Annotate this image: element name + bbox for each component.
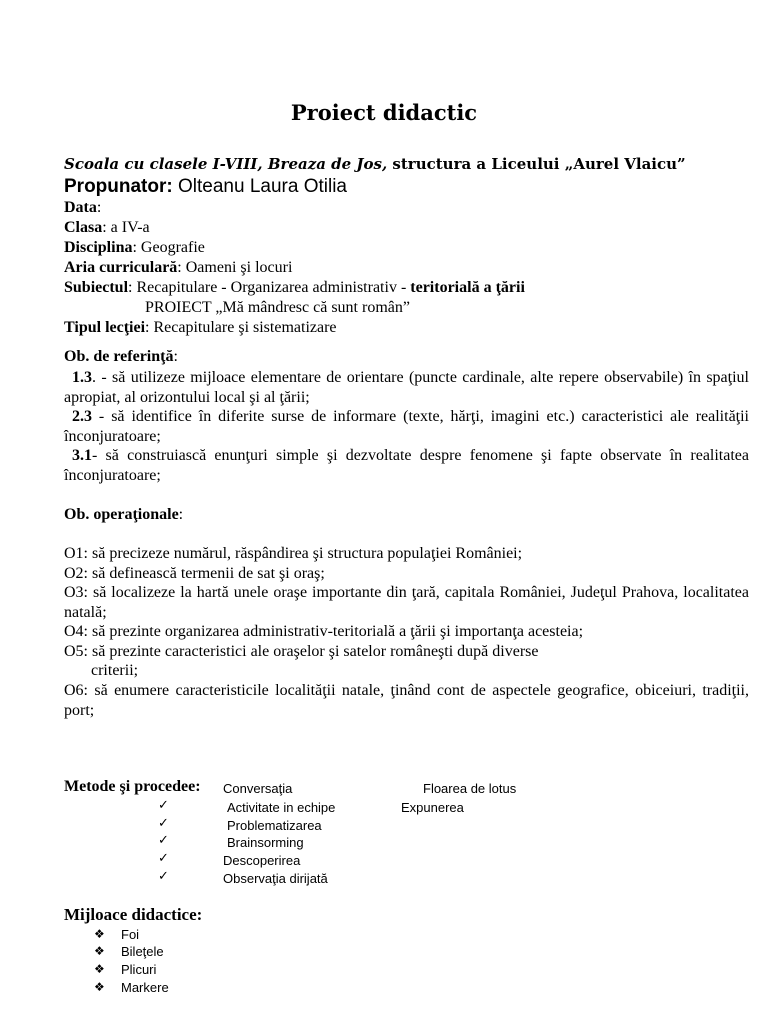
ob-referinta-num: 1.3 (72, 369, 92, 386)
propunator-value: Olteanu Laura Otilia (172, 176, 347, 197)
ob-referinta-item (64, 446, 749, 485)
ob-referinta-text: - să construiască enunţuri simple şi dezvoltate despre fenomene şi fapte observate în realitatea înconjuratoare; (64, 447, 749, 484)
metode-item: Conversaţia (223, 781, 293, 796)
aria-line (64, 258, 292, 277)
disciplina-value: : Geografie (132, 239, 205, 256)
tipul-line (64, 318, 337, 337)
metode-item: Problematizarea (227, 818, 322, 833)
subiect-tail: teritorială a ţării (410, 279, 525, 296)
proiect-line: PROIECT „Mă mândresc că sunt român” (145, 299, 410, 316)
mijloace-item: Bileţele (121, 944, 164, 959)
mijloace-item: Foi (121, 927, 140, 942)
diamond-bullet-icon: ❖ (94, 962, 105, 976)
ob-operationale-heading (64, 506, 183, 524)
propunator-label: Propunator: (64, 176, 173, 197)
ob-referinta-text: . - să utilizeze mijloace elementare de orientare (puncte cardinale, alte repere observabile) în spaţiul apropiat, al orizontului local şi al ţării; (64, 369, 749, 406)
ob-referinta-title: Ob. de referinţă (64, 348, 174, 365)
ob-operational-item-cont: criterii; (91, 662, 139, 679)
disciplina-label: Disciplina (64, 239, 133, 256)
subiect-label: Subiectul (64, 279, 129, 296)
ob-operational-item: O3: să localizeze la hartă unele oraşe importante din ţară, capitala României, Judeţul Prahova, localitatea natală; (64, 584, 749, 621)
tipul-label: Tipul lecţiei (64, 319, 146, 336)
clasa-label: Clasa (64, 219, 103, 236)
metode-label: Metode şi procedee: (64, 778, 201, 795)
aria-value: : Oameni şi locuri (177, 259, 293, 276)
subiect-value: : Recapitulare - Organizarea administrativ - (128, 279, 411, 296)
metode-item: Expunerea (401, 800, 464, 815)
school-line (64, 155, 764, 173)
ob-operational-item: O4: să prezinte organizarea administrativ-teritorială a ţării şi importanţa acesteia; (64, 623, 584, 640)
ob-referinta-heading (64, 348, 178, 366)
metode-item: Observaţia dirijată (223, 871, 328, 886)
metode-item: Brainsorming (227, 835, 304, 850)
ob-operational-item: O5: să prezinte caracteristici ale oraşelor şi satelor româneşti după diverse (64, 643, 539, 660)
document-title: Proiect didactic (290, 100, 478, 125)
clasa-line (64, 218, 150, 237)
school-name: Scoala cu clasele I-VIII, Breaza de Jos, (64, 155, 388, 173)
clasa-value: : a IV-a (102, 219, 150, 236)
ob-referinta-item (64, 368, 749, 407)
tipul-value: : Recapitulare şi sistematizare (145, 319, 337, 336)
metode-item: Activitate in echipe (227, 800, 336, 815)
school-structure: structura a Liceului „Aurel Vlaicu” (387, 155, 686, 173)
diamond-bullet-icon: ❖ (94, 927, 105, 941)
ob-operational-item: O2: să definească termenii de sat şi oraş; (64, 565, 325, 582)
check-icon: ✓ (158, 798, 169, 813)
check-icon: ✓ (158, 833, 169, 848)
ob-operational-item: O1: să precizeze numărul, răspândirea şi structura populaţiei României; (64, 545, 523, 562)
metode-item: Descoperirea (223, 853, 301, 868)
disciplina-line (64, 238, 205, 257)
ob-referinta-item (64, 407, 749, 446)
ob-referinta-num: 2.3 (72, 408, 92, 425)
ob-referinta-text: - să identifice în diferite surse de informare (texte, hărţi, imagini etc.) caracteristici ale realităţii înconjuratoare; (64, 408, 749, 445)
check-icon: ✓ (158, 851, 169, 866)
ob-operationale-title: Ob. operaţionale (64, 506, 179, 523)
ob-operationale-colon: : (178, 506, 184, 523)
mijloace-item: Plicuri (121, 962, 157, 977)
mijloace-item: Markere (121, 980, 169, 995)
ob-referinta-num: 3.1 (72, 447, 92, 464)
data-value: : (96, 199, 102, 216)
propunator-line (64, 176, 347, 198)
data-line (64, 198, 101, 217)
aria-label: Aria curriculară (64, 259, 178, 276)
ob-referinta-colon: : (173, 348, 178, 365)
diamond-bullet-icon: ❖ (94, 944, 105, 958)
data-label: Data (64, 199, 97, 216)
ob-operational-item: O6: să enumere caracteristicile localităţii natale, ţinând cont de aspectele geografice, obiceiuri, tradiţii, port; (64, 682, 749, 719)
metode-item: Floarea de lotus (423, 781, 517, 796)
diamond-bullet-icon: ❖ (94, 980, 105, 994)
check-icon: ✓ (158, 816, 169, 831)
subiect-line (64, 278, 525, 297)
mijloace-label: Mijloace didactice: (64, 905, 203, 924)
check-icon: ✓ (158, 869, 169, 884)
